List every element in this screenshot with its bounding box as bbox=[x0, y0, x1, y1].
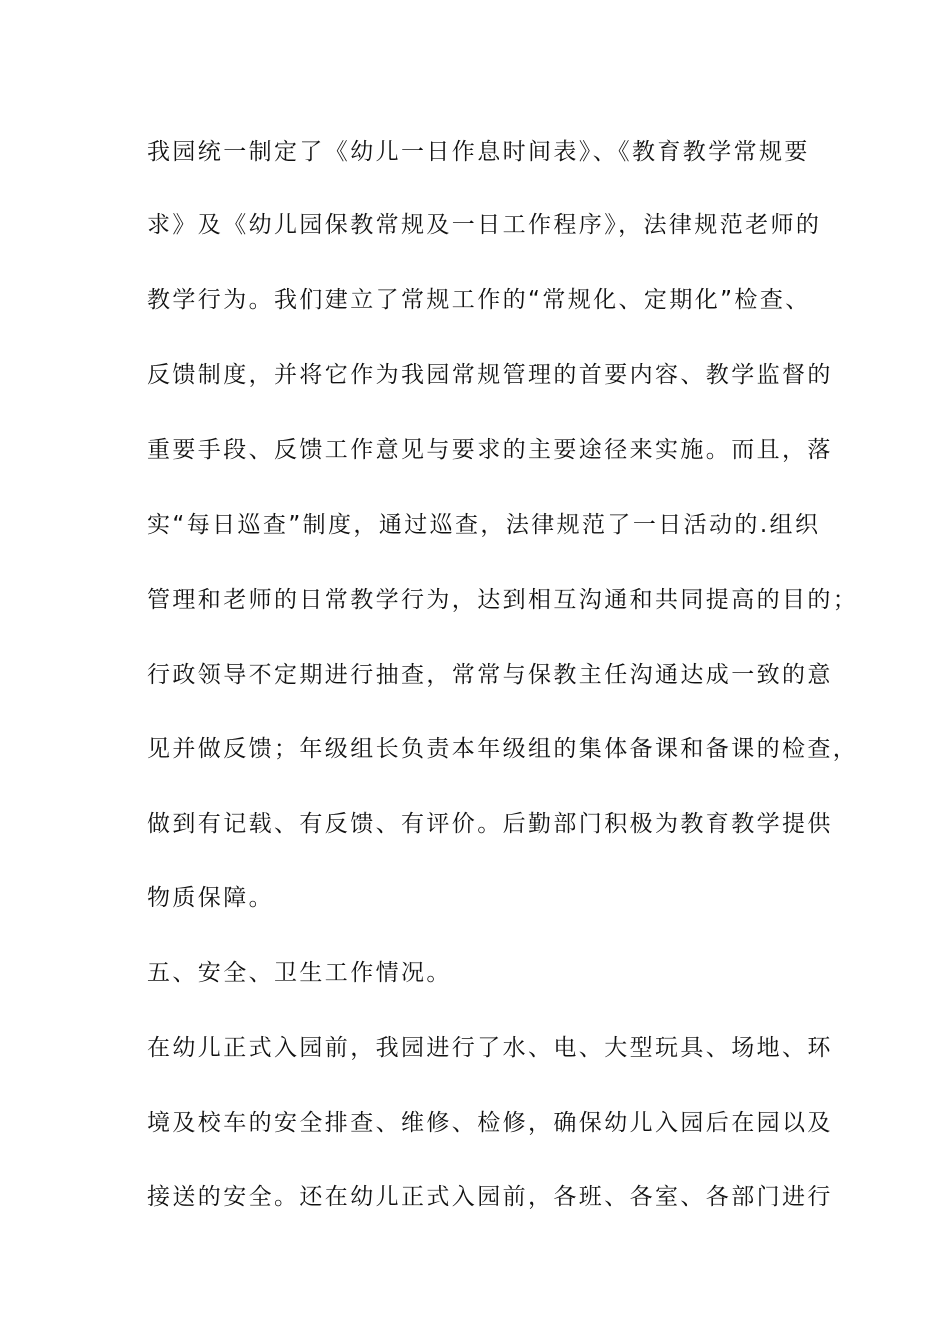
text-line: 做到有记载、有反馈、有评价。后勤部门积极为教育教学提供 bbox=[147, 811, 833, 837]
text-line: 教学行为。我们建立了常规工作的“常规化、定期化”检查、 bbox=[147, 287, 811, 313]
text-line: 重要手段、反馈工作意见与要求的主要途径来实施。而且，落 bbox=[147, 437, 833, 463]
text-line: 见并做反馈；年级组长负责本年级组的集体备课和备课的检查， bbox=[147, 736, 859, 762]
text-line: 行政领导不定期进行抽查，常常与保教主任沟通达成一致的意 bbox=[147, 662, 833, 688]
text-line: 物质保障。 bbox=[147, 885, 274, 911]
text-line: 管理和老师的日常教学行为，达到相互沟通和共同提高的目的； bbox=[147, 587, 859, 613]
section-heading: 五、安全、卫生工作情况。 bbox=[147, 960, 452, 986]
text-line: 接送的安全。还在幼儿正式入园前，各班、各室、各部门进行 bbox=[147, 1184, 833, 1210]
text-line: 求》及《幼儿园保教常规及一日工作程序》，法律规范老师的 bbox=[147, 212, 822, 238]
text-line: 我园统一制定了《幼儿一日作息时间表》、《教育教学常规要 bbox=[147, 139, 810, 165]
text-line: 在幼儿正式入园前，我园进行了水、电、大型玩具、场地、环 bbox=[147, 1035, 833, 1061]
text-line: 境及校车的安全排查、维修、检修，确保幼儿入园后在园以及 bbox=[147, 1110, 833, 1136]
text-line: 反馈制度，并将它作为我园常规管理的首要内容、教学监督的 bbox=[147, 362, 833, 388]
text-line: 实“每日巡查”制度，通过巡查，法律规范了一日活动的.组织 bbox=[147, 512, 821, 538]
